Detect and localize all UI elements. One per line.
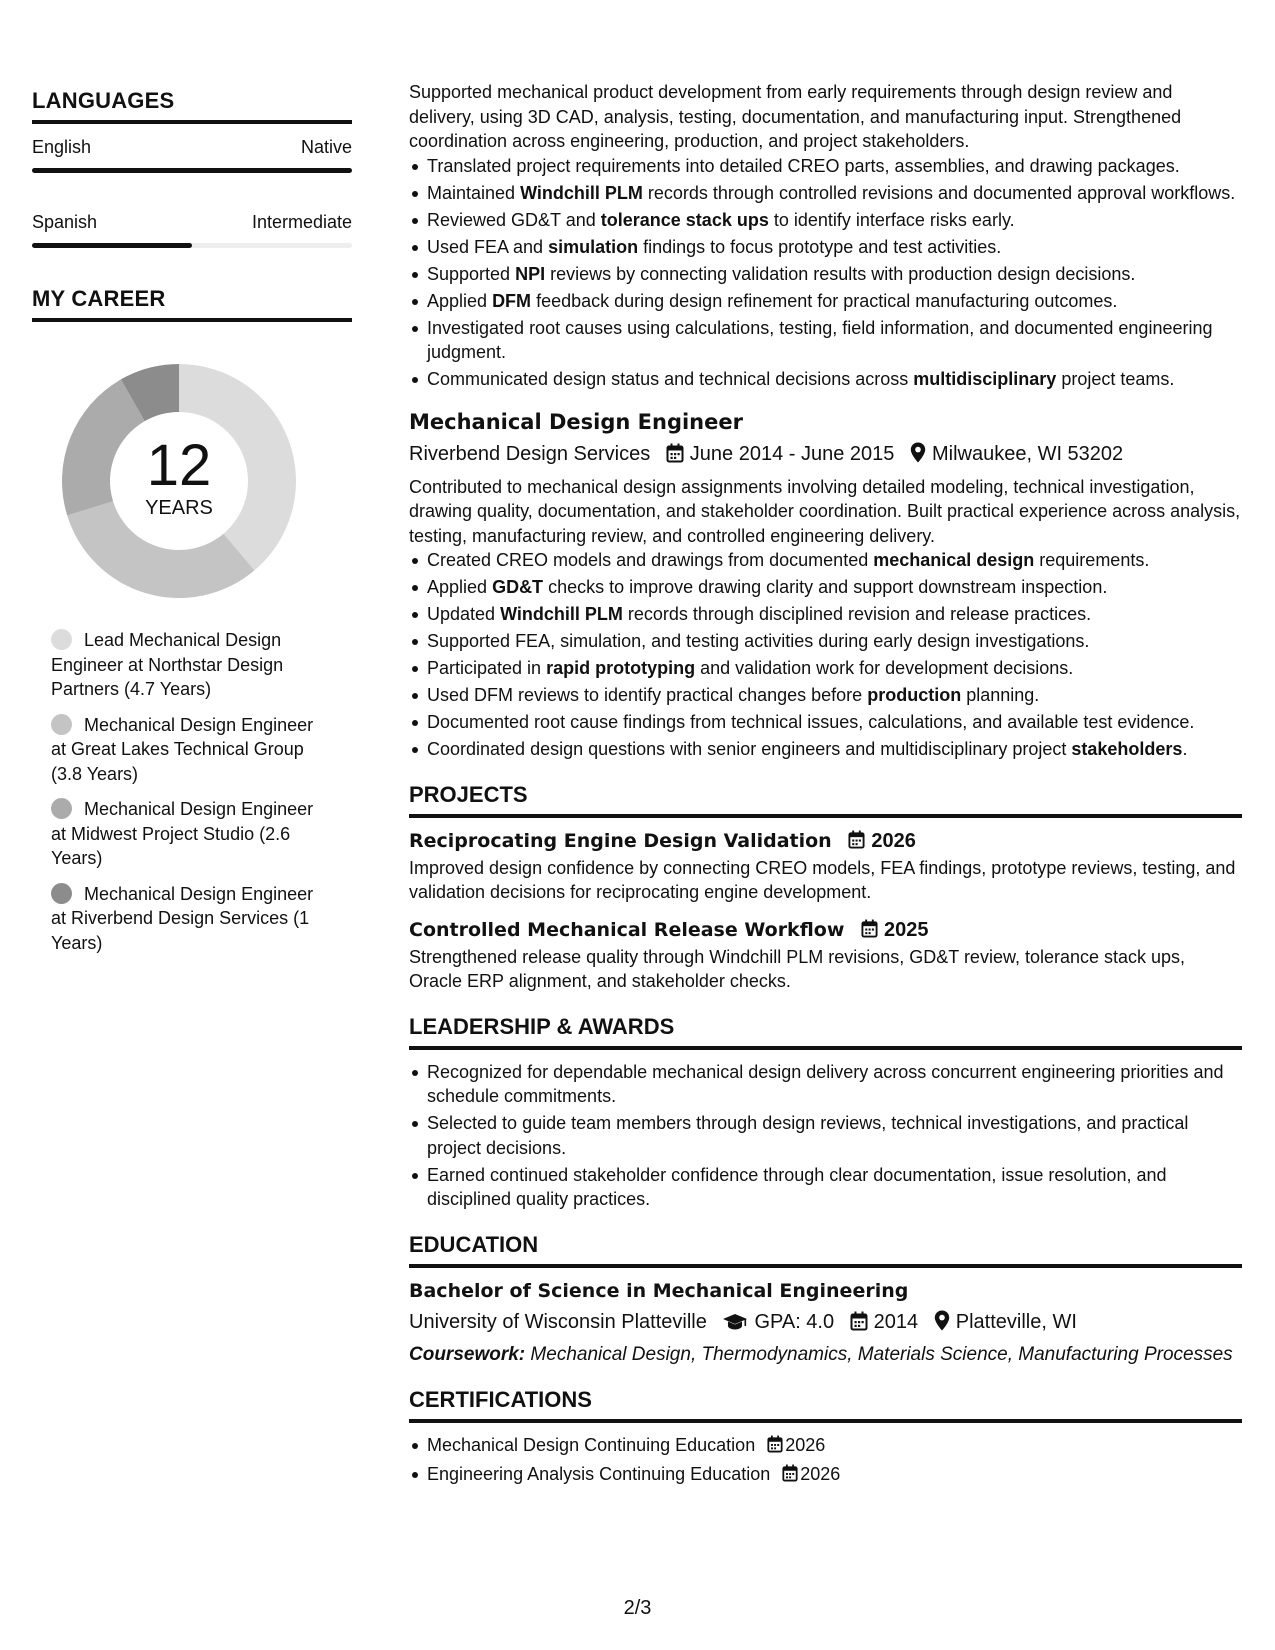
- legend-dot: [51, 883, 72, 904]
- job-entry: [409, 408, 1242, 762]
- bullet-keyword: NPI: [515, 263, 546, 284]
- bullet-keyword: Windchill PLM: [500, 604, 623, 624]
- job-bullet: [409, 208, 1242, 233]
- graduation-cap-icon: [722, 1311, 748, 1339]
- bullet-text: Coordinated design questions with senior engineers and multidisciplinary project: [427, 739, 1072, 759]
- language-item: [32, 211, 352, 248]
- bullet-text: Participated in: [427, 658, 547, 678]
- job-company: Riverbend Design Services: [409, 442, 651, 465]
- coursework-list: Mechanical Design, Thermodynamics, Materials Science, Manufacturing Processes: [525, 1343, 1233, 1365]
- map-pin-icon: [910, 442, 926, 471]
- school-name: University of Wisconsin Platteville: [409, 1310, 707, 1333]
- bullet-text: .: [1182, 739, 1188, 759]
- language-level: Intermediate: [251, 212, 352, 232]
- job-bullets: [409, 548, 1242, 762]
- job-bullet: [409, 683, 1242, 708]
- project-year: 2025: [884, 918, 929, 941]
- leadership-bullet: Recognized for dependable mechanical design delivery across concurrent engineering priorities and schedule commitments.: [409, 1060, 1242, 1109]
- bullet-text: project teams.: [1056, 369, 1175, 389]
- certification-year: 2026: [800, 1464, 841, 1484]
- project-name: Reciprocating Engine Design Validation: [409, 829, 832, 852]
- language-name: English: [32, 137, 92, 157]
- job-bullet: [409, 656, 1242, 681]
- job-bullet: [409, 575, 1242, 600]
- job-bullet: [409, 629, 1242, 654]
- job-bullet: [409, 181, 1242, 206]
- job-bullet: [409, 710, 1242, 735]
- bullet-text: records through controlled revisions and documented approval workflows.: [642, 182, 1236, 203]
- bullet-text: Applied: [427, 290, 493, 311]
- calendar-icon: [666, 443, 684, 471]
- bullet-keyword: simulation: [548, 236, 639, 257]
- job-bullet: [409, 316, 1242, 365]
- bullet-keyword: production: [867, 685, 962, 705]
- project-name: Controlled Mechanical Release Workflow: [409, 918, 845, 941]
- job-location: Milwaukee, WI 53202: [931, 442, 1124, 465]
- career-legend-item: [51, 713, 331, 787]
- career-total-unit: YEARS: [145, 497, 213, 519]
- project-title-row: [409, 917, 1242, 945]
- page-number: 2/3: [623, 1597, 652, 1619]
- main-content: [409, 80, 1242, 1491]
- bullet-text: records through disciplined revision and release practices.: [622, 604, 1092, 624]
- job-bullet: [409, 262, 1242, 287]
- bullet-keyword: multidisciplinary: [913, 369, 1057, 389]
- bullet-text: checks to improve drawing clarity and support downstream inspection.: [543, 577, 1108, 597]
- bullet-text: reviews by connecting validation results with production design decisions.: [545, 263, 1136, 284]
- project-description: Improved design confidence by connecting CREO models, FEA findings, prototype reviews, testing, and validation decisions for reciprocating engine development.: [409, 857, 1236, 902]
- bullet-keyword: Windchill PLM: [520, 182, 643, 203]
- bullet-keyword: DFM: [492, 290, 532, 311]
- bullet-text: Maintained: [427, 182, 521, 203]
- bullet-text: and validation work for development decisions.: [695, 658, 1074, 678]
- career-legend: [51, 628, 331, 955]
- calendar-icon: [861, 919, 878, 945]
- job-bullet: [409, 737, 1242, 762]
- education-heading: EDUCATION: [409, 1232, 1242, 1268]
- job-summary: Contributed to mechanical design assignments involving detailed modeling, technical investigation, drawing quality, documentation, and stakeholder coordination. Built practical experience across analysis, testing, manufacturing review, and controlled engineering delivery.: [409, 476, 1241, 546]
- language-proficiency-bar: [32, 168, 352, 173]
- certifications-list: [409, 1433, 1242, 1489]
- calendar-icon: [767, 1435, 783, 1460]
- job-bullet: [409, 367, 1242, 392]
- career-legend-label: Mechanical Design Engineer at Riverbend Design Services (1 Years): [51, 883, 314, 953]
- language-proficiency-fill: [32, 168, 352, 173]
- project-title-row: [409, 828, 1242, 856]
- project-description: Strengthened release quality through Windchill PLM revisions, GD&T review, tolerance stack ups, Oracle ERP alignment, and stakeholder checks.: [409, 946, 1186, 991]
- leadership-bullet: Earned continued stakeholder confidence through clear documentation, issue resolution, and disciplined quality practices.: [409, 1163, 1242, 1212]
- language-item: [32, 136, 352, 173]
- bullet-text: Investigated root causes using calculations, testing, field information, and documented engineering judgment.: [427, 317, 1213, 362]
- bullet-keyword: tolerance stack ups: [600, 209, 769, 230]
- bullet-text: Applied: [427, 577, 493, 597]
- bullet-text: planning.: [961, 685, 1040, 705]
- project-year: 2026: [871, 829, 916, 852]
- certification-item: [409, 1462, 1242, 1489]
- degree-title: Bachelor of Science in Mechanical Engineering: [409, 1279, 909, 1302]
- bullet-text: Created CREO models and drawings from documented: [427, 550, 874, 570]
- job-title: Mechanical Design Engineer: [409, 409, 743, 434]
- bullet-text: requirements.: [1034, 550, 1150, 570]
- job-summary: Supported mechanical product development from early requirements through design review and delivery, using 3D CAD, analysis, testing, documentation, and manufacturing input. Strengthened coordination across engineering, production, and project stakeholders.: [409, 82, 1182, 151]
- certification-year: 2026: [785, 1435, 826, 1455]
- calendar-icon: [848, 830, 865, 856]
- coursework: [409, 1343, 1242, 1368]
- bullet-keyword: GD&T: [492, 577, 544, 597]
- career-legend-label: Mechanical Design Engineer at Midwest Project Studio (2.6 Years): [51, 799, 314, 868]
- job-dates: June 2014 - June 2015: [689, 442, 895, 465]
- job-bullet: [409, 154, 1242, 179]
- language-proficiency-bar: [32, 243, 352, 248]
- bullet-keyword: rapid prototyping: [546, 658, 696, 678]
- bullet-text: Used DFM reviews to identify practical changes before: [427, 685, 868, 705]
- bullet-text: Translated project requirements into detailed CREO parts, assemblies, and drawing packages.: [427, 155, 1180, 176]
- career-heading: MY CAREER: [32, 286, 352, 322]
- project-entry: [409, 828, 1242, 905]
- coursework-label: Coursework:: [409, 1343, 526, 1365]
- education-entry: [409, 1278, 1242, 1368]
- sidebar: [32, 88, 352, 966]
- career-total: [54, 356, 304, 606]
- bullet-text: Communicated design status and technical decisions across: [427, 369, 914, 389]
- calendar-icon: [850, 1311, 868, 1339]
- certification-item: [409, 1433, 1242, 1460]
- career-donut-chart: [54, 356, 304, 606]
- bullet-text: to identify interface risks early.: [768, 209, 1015, 230]
- legend-dot: [51, 798, 72, 819]
- language-level: Native: [300, 137, 352, 157]
- job-bullets: [409, 154, 1242, 392]
- job-bullet: [409, 289, 1242, 314]
- bullet-keyword: mechanical design: [873, 550, 1035, 570]
- project-entry: [409, 917, 1242, 994]
- bullet-keyword: stakeholders: [1071, 739, 1183, 759]
- map-pin-icon: [934, 1310, 950, 1339]
- language-name: Spanish: [32, 212, 98, 232]
- gpa: GPA: 4.0: [754, 1310, 835, 1333]
- career-legend-item: [51, 882, 331, 956]
- certifications-heading: CERTIFICATIONS: [409, 1387, 1242, 1423]
- bullet-text: Used FEA and: [427, 236, 549, 257]
- legend-dot: [51, 629, 72, 650]
- legend-dot: [51, 714, 72, 735]
- career-legend-item: [51, 797, 331, 871]
- certification-name: Mechanical Design Continuing Education: [427, 1435, 756, 1455]
- job-meta: [409, 440, 1242, 471]
- languages-list: [32, 136, 352, 248]
- languages-heading: LANGUAGES: [32, 88, 352, 124]
- bullet-text: Supported: [427, 263, 516, 284]
- bullet-text: Documented root cause findings from technical issues, calculations, and available test evidence.: [427, 712, 1195, 732]
- projects-heading: PROJECTS: [409, 782, 1242, 818]
- career-total-number: 12: [146, 433, 212, 498]
- job-bullet: [409, 602, 1242, 627]
- job-bullet: [409, 548, 1242, 573]
- job-entry: [409, 80, 1242, 392]
- graduation-year: 2014: [873, 1310, 919, 1333]
- career-legend-label: Mechanical Design Engineer at Great Lakes Technical Group (3.8 Years): [51, 714, 314, 784]
- calendar-icon: [782, 1464, 798, 1489]
- leadership-bullet: Selected to guide team members through design reviews, technical investigations, and practical project decisions.: [409, 1111, 1242, 1160]
- career-legend-label: Lead Mechanical Design Engineer at Northstar Design Partners (4.7 Years): [51, 630, 284, 699]
- career-legend-item: [51, 628, 331, 702]
- language-proficiency-fill: [32, 243, 192, 248]
- leadership-heading: LEADERSHIP & AWARDS: [409, 1014, 1242, 1050]
- bullet-text: Updated: [427, 604, 501, 624]
- job-bullet: [409, 235, 1242, 260]
- bullet-text: findings to focus prototype and test activities.: [638, 236, 1002, 257]
- bullet-text: feedback during design refinement for practical manufacturing outcomes.: [531, 290, 1118, 311]
- certification-name: Engineering Analysis Continuing Education: [427, 1464, 771, 1484]
- bullet-text: Reviewed GD&T and: [427, 209, 601, 230]
- education-location: Platteville, WI: [955, 1310, 1077, 1333]
- leadership-bullets: [409, 1060, 1242, 1212]
- education-meta: [409, 1308, 1242, 1339]
- bullet-text: Supported FEA, simulation, and testing activities during early design investigations.: [427, 631, 1090, 651]
